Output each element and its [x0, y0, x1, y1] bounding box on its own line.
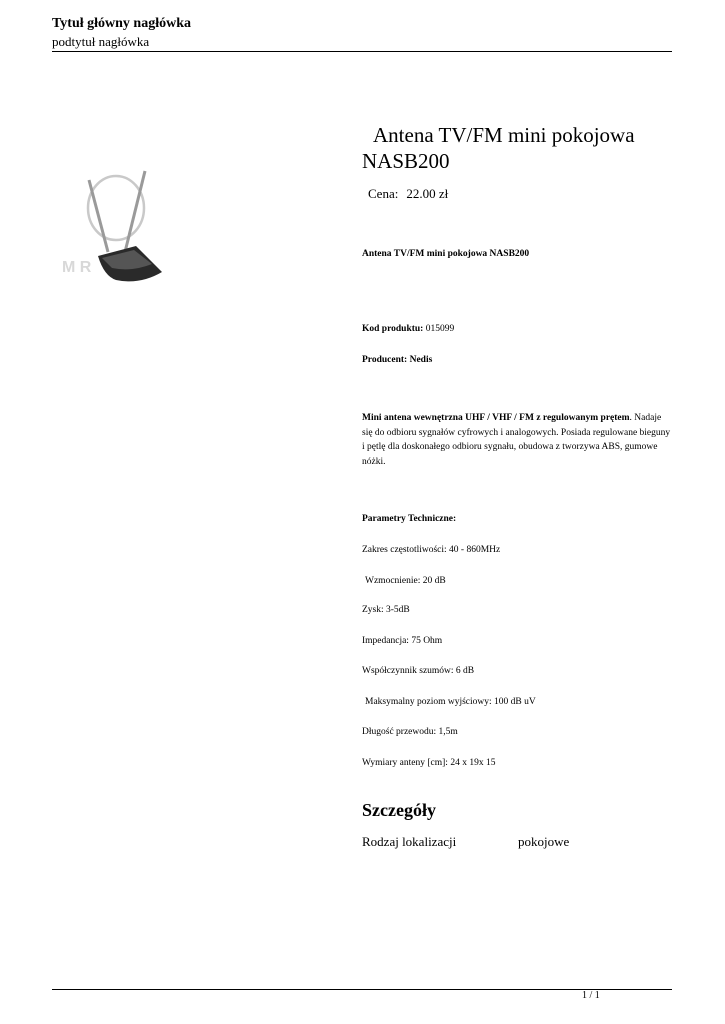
- producer-value: Nedis: [409, 355, 433, 365]
- description-rest: . Nadaje się do odbioru sygnałów cyfrowych i analogowych. Posiada regulowane bieguny i pętlę dla doskonałego odbioru sygnału, obudowa z tworzywa ABS, gumowe nóżki.: [362, 413, 671, 467]
- footer-divider: [52, 989, 672, 990]
- parameter-item: Wzmocnienie: 20 dB: [365, 576, 446, 586]
- product-code-label: Kod produktu:: [362, 324, 424, 334]
- price: [368, 186, 448, 202]
- producer: [362, 355, 432, 365]
- parameter-item: Zakres częstotliwości: 40 - 860MHz: [362, 545, 501, 555]
- details-value: pokojowe: [518, 834, 570, 849]
- price-value: 22.00 zł: [406, 186, 449, 201]
- header-divider: [52, 51, 672, 52]
- parameter-item: Długość przewodu: 1,5m: [362, 727, 458, 737]
- parameter-item: Zysk: 3-5dB: [362, 605, 410, 615]
- product-short-name: Antena TV/FM mini pokojowa NASB200: [362, 249, 530, 259]
- product-image: [62, 168, 182, 293]
- page-number: 1 / 1: [582, 990, 600, 1001]
- product-title-line2: NASB200: [362, 149, 450, 173]
- product-title-line1: Antena TV/FM mini pokojowa: [373, 123, 635, 147]
- price-label: Cena:: [368, 186, 399, 201]
- parameters-heading: Parametry Techniczne:: [362, 514, 457, 524]
- parameter-item: Impedancja: 75 Ohm: [362, 636, 443, 646]
- product-code-value: 015099: [425, 324, 455, 334]
- details-label: Rodzaj lokalizacji: [362, 834, 457, 849]
- parameter-item: Wymiary anteny [cm]: 24 x 19x 15: [362, 758, 496, 768]
- header-title: Tytuł główny nagłówka: [52, 16, 191, 31]
- description-bold: Mini antena wewnętrzna UHF / VHF / FM z regulowanym prętem: [362, 413, 630, 423]
- parameter-item: Współczynnik szumów: 6 dB: [362, 666, 475, 676]
- product-title: [362, 122, 682, 174]
- producer-label: Producent:: [362, 355, 408, 365]
- product-description: [362, 411, 672, 469]
- antenna-image: [62, 168, 182, 293]
- header-subtitle: podtytuł nagłówka: [52, 34, 150, 49]
- image-watermark: M R: [62, 259, 92, 276]
- parameter-item: Maksymalny poziom wyjściowy: 100 dB uV: [365, 697, 536, 707]
- details-heading: Szczegóły: [362, 800, 436, 820]
- product-code: [362, 324, 454, 334]
